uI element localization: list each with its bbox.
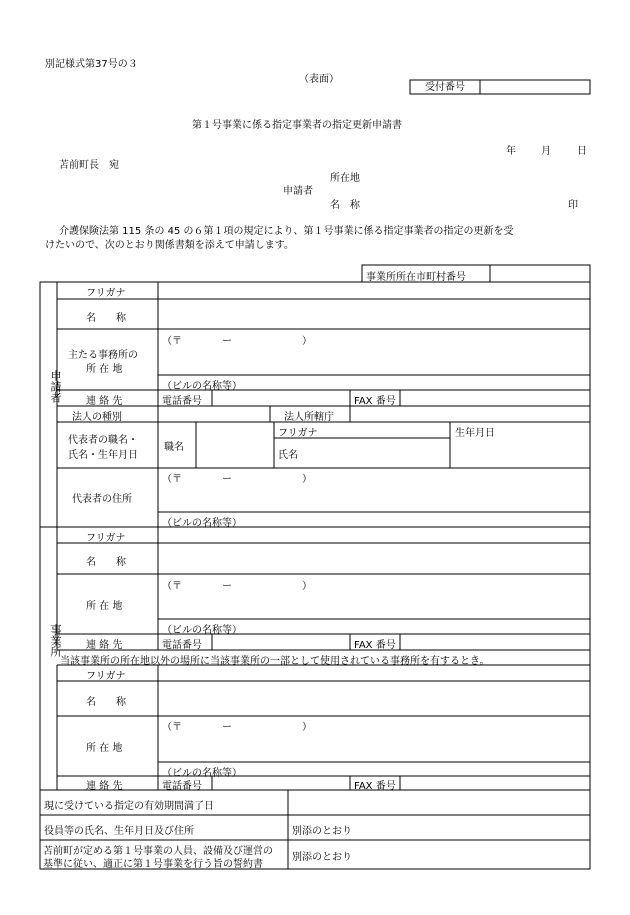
applicant-phone-label: 電話番号 — [162, 396, 202, 407]
corp-authority-label: 法人所轄庁 — [284, 412, 334, 423]
rep-full-name-label: 氏名 — [278, 450, 298, 461]
seal-label: 印 — [568, 200, 578, 211]
officers-attached: 別添のとおり — [292, 826, 352, 837]
branch-postal-field[interactable]: （〒 ー ） — [162, 722, 312, 733]
addressee: 苫前町長 宛 — [59, 160, 119, 171]
applicant-fax-label: FAX 番号 — [354, 396, 396, 407]
representative-label-2: 氏名・生年月日 — [68, 450, 138, 461]
applicant-name-row-label: 名 称 — [86, 313, 126, 324]
document-title: 第１号事業に係る指定事業者の指定更新申請書 — [192, 120, 402, 131]
pledge-attached: 別添のとおり — [292, 852, 352, 863]
branch-contact-label: 連 絡 先 — [86, 781, 123, 792]
intro-text-line-1: 介護保険法第 115 条の 45 の６第１項の規定により、第１号事業に係る指定事業者の指定の更新を受 — [59, 226, 514, 237]
pledge-label-1: 苫前町が定める第１号事業の人員、設備及び運営の — [43, 846, 273, 857]
branch-name-label: 名 称 — [86, 697, 126, 708]
receipt-number-box — [410, 80, 590, 94]
office-phone-label: 電話番号 — [162, 640, 202, 651]
branch-location-label: 所 在 地 — [86, 743, 123, 754]
office-fax-label: FAX 番号 — [354, 640, 396, 651]
representative-label-1: 代表者の職名・ — [68, 435, 138, 446]
receipt-number-label: 受付番号 — [425, 82, 465, 93]
office-code-label: 事業所所在市町村番号 — [366, 272, 466, 283]
expiry-date-label: 現に受けている指定の有効期間満了日 — [44, 801, 214, 812]
applicant-group-label — [42, 370, 62, 413]
position-label: 職名 — [164, 442, 184, 453]
applicant-furigana-label: フリガナ — [86, 288, 126, 299]
rep-building-field[interactable]: （ビルの名称等） — [162, 518, 242, 529]
date-month-label: 月 — [541, 146, 551, 157]
rep-furigana-label: フリガナ — [278, 428, 318, 439]
applicant-name-label: 名 称 — [330, 200, 360, 211]
office-group-label — [42, 624, 62, 667]
intro-text-line-2: けたいので、次のとおり関係書類を添えて申請します。 — [45, 240, 294, 251]
applicant-group-text: 申請者 — [49, 370, 62, 403]
rep-postal-field[interactable]: （〒 ー ） — [162, 474, 312, 485]
applicant-label: 申請者 — [283, 186, 313, 197]
applicant-contact-label: 連 絡 先 — [86, 396, 123, 407]
office-name-label: 名 称 — [86, 557, 126, 568]
applicant-address-label: 所在地 — [330, 173, 360, 184]
officers-label: 役員等の氏名、生年月日及び住所 — [44, 826, 194, 837]
form-id: 別記様式第37号の３ — [45, 59, 138, 70]
office-building-field[interactable]: （ビルの名称等） — [162, 625, 242, 636]
rep-address-label: 代表者の住所 — [72, 494, 132, 505]
office-furigana-label: フリガナ — [86, 533, 126, 544]
applicant-building-field[interactable]: （ビルの名称等） — [162, 381, 242, 392]
branch-furigana-label: フリガナ — [86, 671, 126, 682]
main-office-label-2: 所 在 地 — [86, 364, 123, 375]
page-side-label: （表面） — [299, 74, 339, 85]
pledge-label-2: 基準に従い、適正に第１号事業を行う旨の誓約書 — [43, 859, 263, 870]
office-group-text: 事業所 — [49, 624, 62, 657]
branch-office-note: 当該事業所の所在地以外の場所に当該事業所の一部として使用されている事務所を有するとき。 — [60, 656, 490, 667]
office-contact-label: 連 絡 先 — [86, 640, 123, 651]
main-office-label-1: 主たる事務所の — [68, 350, 138, 361]
office-postal-field[interactable]: （〒 ー ） — [162, 581, 312, 592]
applicant-postal-field[interactable]: （〒 ー ） — [162, 336, 312, 347]
branch-phone-label: 電話番号 — [162, 781, 202, 792]
date-day-label: 日 — [577, 146, 587, 157]
branch-building-field[interactable]: （ビルの名称等） — [162, 768, 242, 779]
corp-type-label: 法人の種別 — [72, 412, 122, 423]
office-location-label: 所 在 地 — [86, 601, 123, 612]
birthdate-label: 生年月日 — [455, 428, 495, 439]
main-table-border — [40, 282, 590, 869]
branch-fax-label: FAX 番号 — [354, 781, 396, 792]
date-year-label: 年 — [506, 146, 516, 157]
